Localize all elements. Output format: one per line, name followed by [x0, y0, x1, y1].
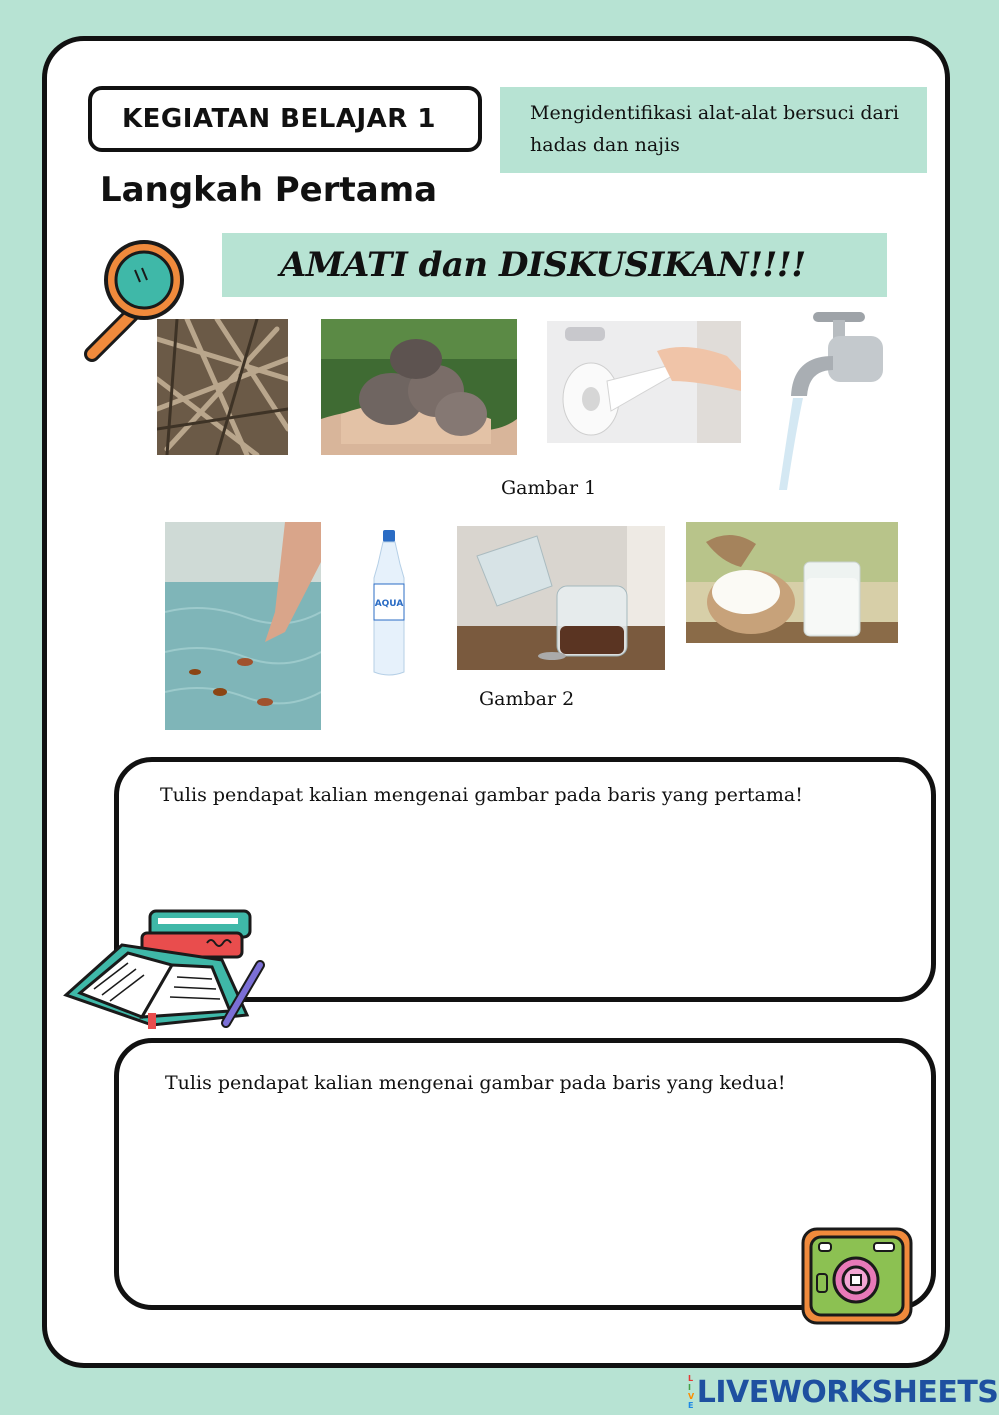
- bottle-label: AQUA: [374, 599, 404, 609]
- coconut-image: [686, 522, 898, 643]
- liveworksheets-logo: [688, 1374, 998, 1410]
- camera-icon: [800, 1226, 914, 1326]
- activity-title: KEGIATAN BELAJAR 1: [122, 104, 436, 134]
- answer-prompt-2: Tulis pendapat kalian mengenai gambar pada baris yang kedua!: [165, 1072, 786, 1094]
- stones-image: [321, 319, 517, 455]
- objective-box: [500, 87, 927, 173]
- jug-jar-image: [457, 526, 665, 670]
- instruction-banner: [222, 233, 887, 297]
- step-title: Langkah Pertama: [100, 170, 438, 210]
- twigs-image: [157, 319, 288, 455]
- logo-mark: L I V E: [688, 1374, 694, 1410]
- water-tap-image: [773, 306, 885, 492]
- tissue-image: [547, 321, 741, 443]
- caption-gambar-1: Gambar 1: [501, 477, 597, 499]
- water-bottle-image: [364, 528, 414, 678]
- books-icon: [62, 905, 272, 1030]
- answer-prompt-1: Tulis pendapat kalian mengenai gambar pada baris yang pertama!: [160, 784, 803, 806]
- logo-text: LIVEWORKSHEETS: [696, 1374, 999, 1410]
- objective-text: Mengidentifikasi alat-alat bersuci dari hadas dan najis: [530, 102, 899, 156]
- banner-text: AMATI dan DISKUSIKAN!!!!: [280, 245, 806, 285]
- activity-title-box: [88, 86, 482, 152]
- pool-image: [165, 522, 321, 730]
- caption-gambar-2: Gambar 2: [479, 688, 575, 710]
